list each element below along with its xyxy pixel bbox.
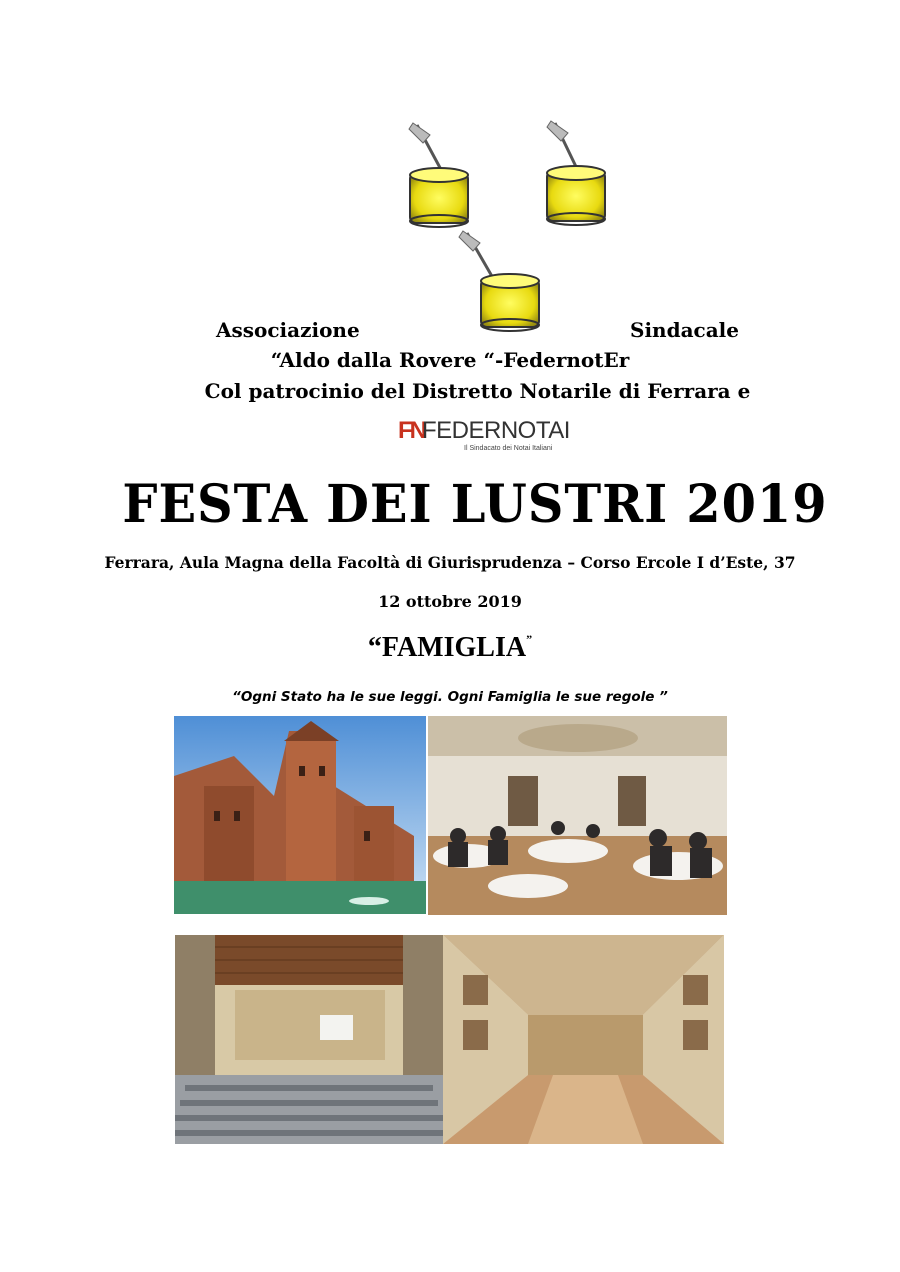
event-title: FESTA DEI LUSTRI 2019 <box>122 474 828 535</box>
federnotai-mark: FN <box>398 417 424 444</box>
dining-hall-photo <box>428 716 727 915</box>
association-name: “Aldo dalla Rovere “-FedernotEr <box>270 348 630 372</box>
event-quote: “Ogni Stato ha le sue leggi. Ogni Famiglia le sue regole ” <box>232 689 668 705</box>
event-date: 12 ottobre 2019 <box>378 592 522 611</box>
gallery-photo <box>443 935 724 1144</box>
federnotai-tagline: Il Sindacato dei Notai Italiani <box>464 445 553 452</box>
event-theme-closing-quote: ” <box>526 632 533 646</box>
castle-photo <box>174 716 426 914</box>
federnotai-name: FEDERNOTAI <box>422 417 570 444</box>
inkwell-icon <box>375 115 625 335</box>
patronage-line: Col patrocinio del Distretto Notarile di Ferrara e <box>204 379 751 403</box>
federnotai-logo <box>398 415 570 455</box>
association-label: Associazione <box>216 318 360 342</box>
sindacale-label: Sindacale <box>630 318 739 342</box>
event-theme <box>0 632 900 664</box>
event-theme-text: “FAMIGLIA <box>367 632 527 663</box>
lecture-hall-photo <box>175 935 443 1144</box>
inkwell-emblem <box>375 115 625 335</box>
event-location: Ferrara, Aula Magna della Facoltà di Giurisprudenza – Corso Ercole I d’Este, 37 <box>104 553 796 572</box>
